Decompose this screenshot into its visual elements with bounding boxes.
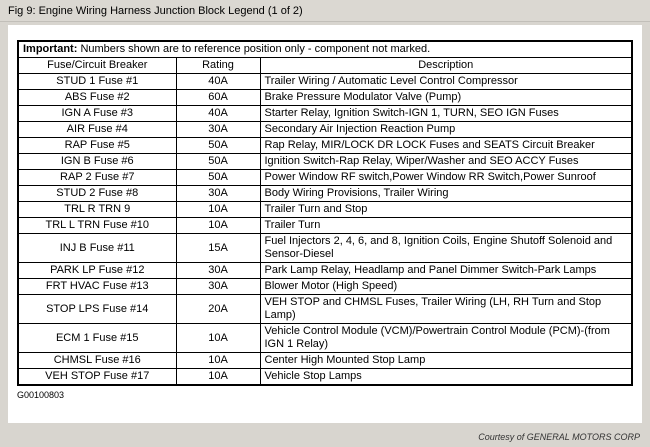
- table-row: [18, 234, 632, 263]
- rating-cell: 40A: [176, 74, 260, 90]
- courtesy-text: Courtesy of GENERAL MOTORS CORP: [478, 432, 640, 442]
- table-row: [18, 353, 632, 369]
- figure-code: G00100803: [17, 390, 65, 400]
- description-cell: Park Lamp Relay, Headlamp and Panel Dimmer Switch-Park Lamps: [260, 263, 632, 279]
- description-cell: Brake Pressure Modulator Valve (Pump): [260, 90, 632, 106]
- fuse-cell: ABS Fuse #2: [18, 90, 176, 106]
- rating-cell: 50A: [176, 170, 260, 186]
- fuse-cell: STOP LPS Fuse #14: [18, 295, 176, 324]
- fuse-cell: IGN A Fuse #3: [18, 106, 176, 122]
- table-row: [18, 106, 632, 122]
- fuse-cell: RAP 2 Fuse #7: [18, 170, 176, 186]
- important-text: Numbers shown are to reference position only - component not marked.: [77, 43, 431, 55]
- rating-cell: 60A: [176, 90, 260, 106]
- fuse-cell: FRT HVAC Fuse #13: [18, 279, 176, 295]
- fuse-table-body: [18, 74, 632, 386]
- description-cell: Center High Mounted Stop Lamp: [260, 353, 632, 369]
- important-note: [18, 41, 632, 58]
- header-fuse: Fuse/Circuit Breaker: [18, 58, 176, 74]
- rating-cell: 20A: [176, 295, 260, 324]
- rating-cell: 10A: [176, 202, 260, 218]
- table-row: [18, 279, 632, 295]
- rating-cell: 10A: [176, 369, 260, 386]
- description-cell: Body Wiring Provisions, Trailer Wiring: [260, 186, 632, 202]
- fuse-cell: VEH STOP Fuse #17: [18, 369, 176, 386]
- table-row: [18, 369, 632, 386]
- fuse-cell: CHMSL Fuse #16: [18, 353, 176, 369]
- table-row: [18, 186, 632, 202]
- table-row: [18, 263, 632, 279]
- description-cell: Vehicle Stop Lamps: [260, 369, 632, 386]
- important-label: Important:: [23, 43, 78, 55]
- rating-cell: 50A: [176, 138, 260, 154]
- table-row: [18, 138, 632, 154]
- rating-cell: 30A: [176, 186, 260, 202]
- description-cell: VEH STOP and CHMSL Fuses, Trailer Wiring (LH, RH Turn and Stop Lamp): [260, 295, 632, 324]
- description-cell: Vehicle Control Module (VCM)/Powertrain Control Module (PCM)-(from IGN 1 Relay): [260, 324, 632, 353]
- fuse-cell: IGN B Fuse #6: [18, 154, 176, 170]
- header-row: [18, 58, 632, 74]
- rating-cell: 10A: [176, 218, 260, 234]
- description-cell: Ignition Switch-Rap Relay, Wiper/Washer and SEO ACCY Fuses: [260, 154, 632, 170]
- fuse-cell: ECM 1 Fuse #15: [18, 324, 176, 353]
- description-cell: Trailer Wiring / Automatic Level Control Compressor: [260, 74, 632, 90]
- fuse-cell: AIR Fuse #4: [18, 122, 176, 138]
- figure-panel: [8, 25, 642, 423]
- rating-cell: 30A: [176, 279, 260, 295]
- fuse-cell: TRL R TRN 9: [18, 202, 176, 218]
- rating-cell: 15A: [176, 234, 260, 263]
- fuse-cell: TRL L TRN Fuse #10: [18, 218, 176, 234]
- table-row: [18, 295, 632, 324]
- rating-cell: 10A: [176, 324, 260, 353]
- figure-title-bar: [0, 0, 650, 22]
- fuse-cell: INJ B Fuse #11: [18, 234, 176, 263]
- fuse-cell: RAP Fuse #5: [18, 138, 176, 154]
- fuse-cell: STUD 2 Fuse #8: [18, 186, 176, 202]
- rating-cell: 40A: [176, 106, 260, 122]
- table-row: [18, 154, 632, 170]
- description-cell: Blower Motor (High Speed): [260, 279, 632, 295]
- description-cell: Trailer Turn: [260, 218, 632, 234]
- header-description: Description: [260, 58, 632, 74]
- rating-cell: 30A: [176, 122, 260, 138]
- description-cell: Fuel Injectors 2, 4, 6, and 8, Ignition Coils, Engine Shutoff Solenoid and Sensor-Diesel: [260, 234, 632, 263]
- table-row: [18, 202, 632, 218]
- rating-cell: 10A: [176, 353, 260, 369]
- table-row: [18, 324, 632, 353]
- fuse-cell: STUD 1 Fuse #1: [18, 74, 176, 90]
- table-row: [18, 218, 632, 234]
- description-cell: Rap Relay, MIR/LOCK DR LOCK Fuses and SEATS Circuit Breaker: [260, 138, 632, 154]
- description-cell: Secondary Air Injection Reaction Pump: [260, 122, 632, 138]
- table-row: [18, 170, 632, 186]
- important-row: [18, 41, 632, 58]
- fuse-legend-table: [17, 40, 633, 386]
- figure-title: Fig 9: Engine Wiring Harness Junction Block Legend (1 of 2): [8, 4, 303, 17]
- legend-table-container: [8, 25, 642, 386]
- table-row: [18, 122, 632, 138]
- rating-cell: 50A: [176, 154, 260, 170]
- table-row: [18, 90, 632, 106]
- description-cell: Power Window RF switch,Power Window RR Switch,Power Sunroof: [260, 170, 632, 186]
- description-cell: Trailer Turn and Stop: [260, 202, 632, 218]
- description-cell: Starter Relay, Ignition Switch-IGN 1, TURN, SEO IGN Fuses: [260, 106, 632, 122]
- fuse-cell: PARK LP Fuse #12: [18, 263, 176, 279]
- rating-cell: 30A: [176, 263, 260, 279]
- table-row: [18, 74, 632, 90]
- header-rating: Rating: [176, 58, 260, 74]
